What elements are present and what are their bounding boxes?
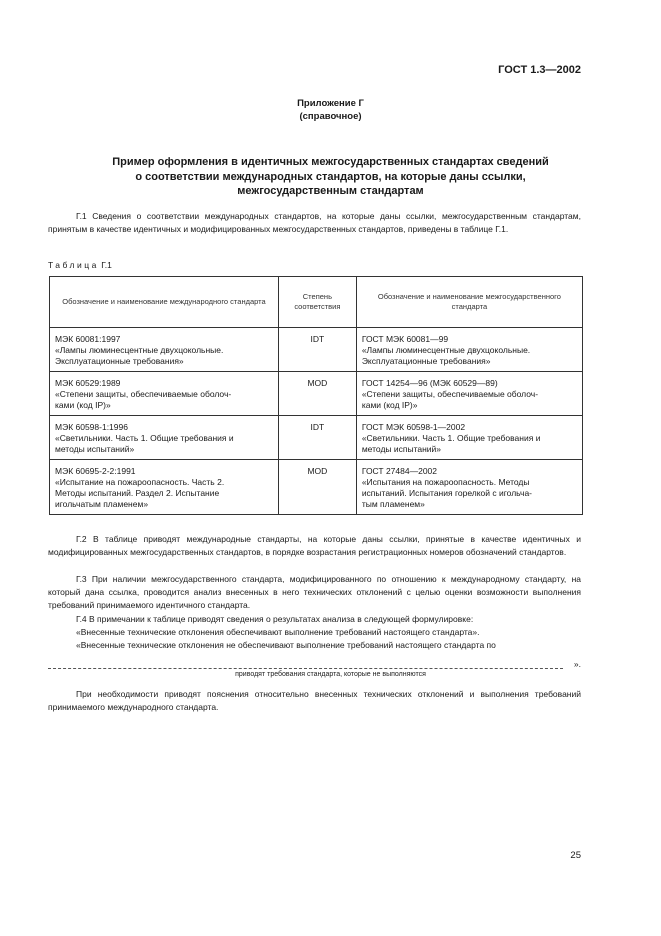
cell-interstate [356,328,582,372]
correspondence-table [49,276,583,515]
paragraph-final: При необходимости приводят пояснения относительно внесенных технических отклонений и выполнения требований принимаемого международного стандарта. [48,689,581,712]
cell-interstate [356,460,582,515]
cell-line: ками (код IP)» [55,400,111,410]
cell-line: игольчатым пламенем» [55,499,149,509]
paragraph-g1: Г.1 Сведения о соответствии международных стандартов, на которые даны ссылки, межгосударственным стандартам, принятым в качестве идентичных и модифицированных межгосударственных стандартов, приведены в таблице Г.1. [48,211,581,234]
table-caption-word: Таблица [48,260,99,270]
header-international-standard: Обозначение и наименование международного стандарта [50,277,279,328]
appendix-title [80,155,581,199]
cell-international [50,416,279,460]
fill-in-end: ». [573,659,581,669]
quote-not-ensures: «Внесенные технические отклонения не обеспечивают выполнение требований настоящего стандарта по [76,640,496,650]
appendix-heading [0,97,661,123]
table-row [50,460,583,515]
cell-line: «Испытание на пожароопасность. Часть 2. [55,477,225,487]
cell-line: ГОСТ 27484—2002 [361,466,438,476]
cell-international [50,372,279,416]
header-interstate-standard: Обозначение и наименование межгосударственного стандарта [356,277,582,328]
cell-line: Методы испытаний. Раздел 2. Испытание [55,488,220,498]
appendix-kind: (справочное) [299,111,362,122]
table-caption [48,260,112,270]
cell-interstate [356,416,582,460]
paragraph-g2: Г.2 В таблице приводят международные стандарты, на которые даны ссылки, принятые в качестве идентичных и модифицированных межгосударственных стандартов, в порядке возрастания регистрационных номеров обозначений стандартов. [48,534,581,557]
cell-line: МЭК 60598-1:1996 [55,422,128,432]
cell-degree: MOD [278,460,356,515]
title-line-1: Пример оформления в идентичных межгосударственных стандартах сведений [112,156,549,168]
table-row [50,416,583,460]
table-caption-number: Г.1 [101,260,112,270]
cell-interstate [356,372,582,416]
cell-line: МЭК 60529:1989 [55,378,121,388]
cell-line: ГОСТ 14254—96 (МЭК 60529—89) [361,378,498,388]
cell-international [50,460,279,515]
cell-line: «Лампы люминесцентные двухцокольные. [55,345,224,355]
cell-international [50,328,279,372]
cell-line: МЭК 60081:1997 [55,334,121,344]
cell-line: «Лампы люминесцентные двухцокольные. [361,345,531,355]
standard-code: ГОСТ 1.3—2002 [498,64,581,76]
page-number: 25 [570,850,581,861]
cell-line: «Испытания на пожароопасность. Методы [361,477,530,487]
paragraph-g3: Г.3 При наличии межгосударственного стандарта, модифицированного по отношению к международному стандарту, на который дана ссылка, проводится анализ внесенных в него технических отклонений с целью оценки возможности выполнения требований принимаемого идентичного стандарта. [48,574,581,610]
appendix-label: Приложение Г [297,98,364,109]
quote-ensures: «Внесенные технические отклонения обеспечивают выполнение требований настоящего стандарта». [76,627,480,637]
cell-line: «Светильники. Часть 1. Общие требования и [361,433,541,443]
cell-line: ГОСТ МЭК 60081—99 [361,334,449,344]
cell-line: тым пламенем» [361,499,425,509]
cell-degree: IDT [278,416,356,460]
fill-in-underline [48,668,563,669]
table-row [50,328,583,372]
cell-line: ками (код IP)» [361,400,418,410]
cell-line: Эксплуатационные требования» [361,356,491,366]
cell-line: ГОСТ МЭК 60598-1—2002 [361,422,466,432]
cell-line: методы испытаний» [361,444,442,454]
cell-line: МЭК 60695-2-2:1991 [55,466,136,476]
cell-degree: IDT [278,328,356,372]
cell-line: Эксплуатационные требования» [55,356,184,366]
paragraph-g4: Г.4 В примечании к таблице приводят сведения о результатах анализа в следующей формулировке: [76,614,474,624]
table-header-row [50,277,583,328]
fill-in-caption: приводят требования стандарта, которые не выполняются [235,671,426,678]
title-line-3: межгосударственным стандартам [237,185,424,197]
cell-line: «Светильники. Часть 1. Общие требования и [55,433,234,443]
header-degree: Степень соответствия [278,277,356,328]
title-line-2: о соответствии международных стандартов, на которые даны ссылки, [135,170,526,183]
cell-line: испытаний. Испытания горелкой с игольча- [361,488,533,498]
cell-degree: MOD [278,372,356,416]
cell-line: «Степени защиты, обеспечиваемые оболоч- [55,389,232,399]
cell-line: «Степени защиты, обеспечиваемые оболоч- [361,389,539,399]
table-row [50,372,583,416]
cell-line: методы испытаний» [55,444,135,454]
